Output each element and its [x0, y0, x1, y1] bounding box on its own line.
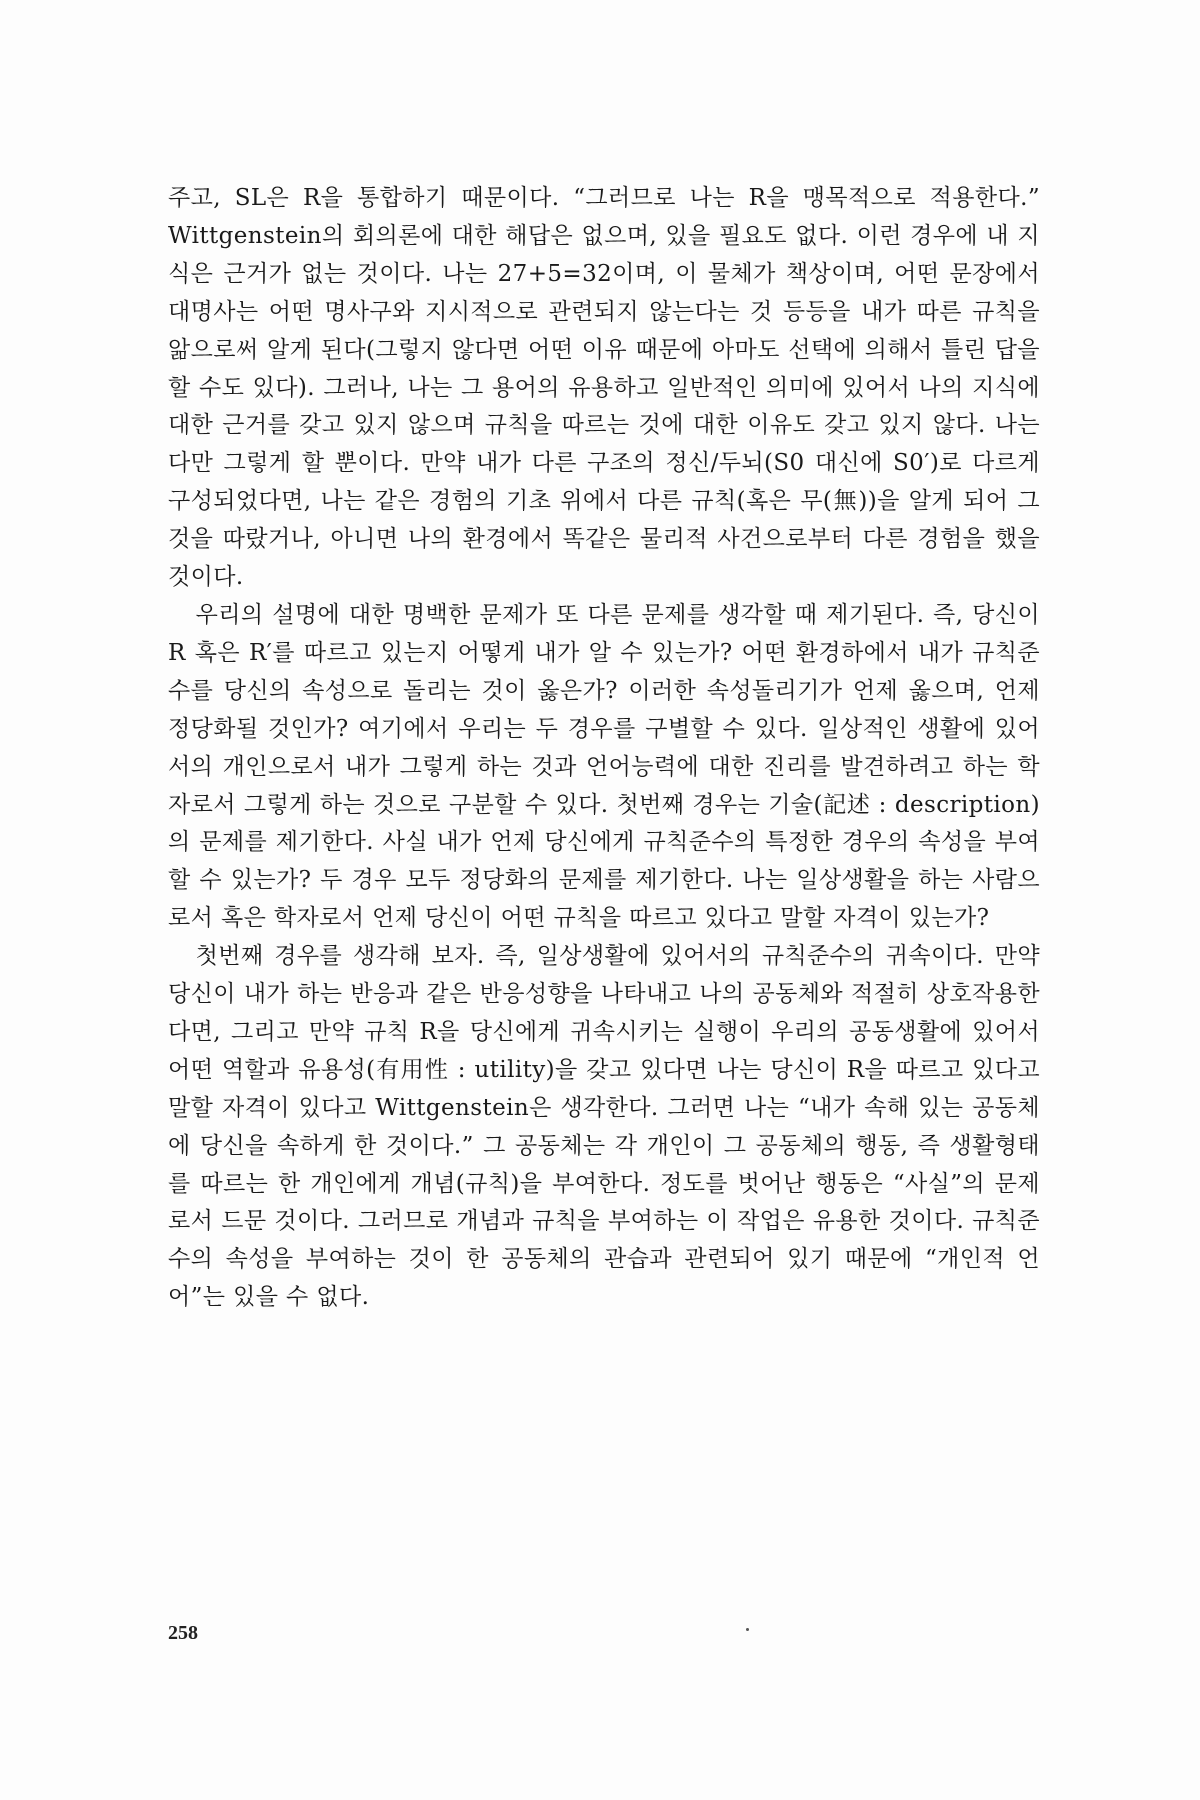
- scan-speck: [746, 1628, 749, 1631]
- paragraph-3: 첫번째 경우를 생각해 보자. 즉, 일상생활에 있어서의 규칙준수의 귀속이다. 만약 당신이 내가 하는 반응과 같은 반응성향을 나타내고 나의 공동체와 적절히 상호작용한다면, 그리고 만약 규칙 R을 당신에게 귀속시키는 실행이 우리의 공동생활에 있어서 어떤 역할과 유용성(有用性 : utility)을 갖고 있다면 나는 당신이 R을 따르고 있다고 말할 자격이 있다고 Wittgenstein은 생각한다. 그러면 나는 “내가 속해 있는 공동체에 당신을 속하게 한 것이다.” 그 공동체는 각 개인이 그 공동체의 행동, 즉 생활형태를 따르는 한 개인에게 개념(규칙)을 부여한다. 정도를 벗어난 행동은 “사실”의 문제로서 드문 것이다. 그러므로 개념과 규칙을 부여하는 이 작업은 유용한 것이다. 규칙준수의 속성을 부여하는 것이 한 공동체의 관습과 관련되어 있기 때문에 “개인적 언어”는 있을 수 없다.: [168, 943, 1040, 1311]
- body-text: [168, 180, 1040, 1317]
- page-number: 258: [168, 1622, 198, 1644]
- paragraph-1: 주고, SL은 R을 통합하기 때문이다. “그러므로 나는 R을 맹목적으로 적용한다.” Wittgenstein의 회의론에 대한 해답은 없으며, 있을 필요도 없다. 이런 경우에 내 지식은 근거가 없는 것이다. 나는 27+5=32이며, 이 물체가 책상이며, 어떤 문장에서 대명사는 어떤 명사구와 지시적으로 관련되지 않는다는 것 등등을 내가 따른 규칙을 앎으로써 알게 된다(그렇지 않다면 어떤 이유 때문에 아마도 선택에 의해서 틀린 답을 할 수도 있다). 그러나, 나는 그 용어의 유용하고 일반적인 의미에 있어서 나의 지식에 대한 근거를 갖고 있지 않으며 규칙을 따르는 것에 대한 이유도 갖고 있지 않다. 나는 다만 그렇게 할 뿐이다. 만약 내가 다른 구조의 정신/두뇌(S0 대신에 S0′)로 다르게 구성되었다면, 나는 같은 경험의 기초 위에서 다른 규칙(혹은 무(無))을 알게 되어 그것을 따랐거나, 아니면 나의 환경에서 똑같은 물리적 사건으로부터 다른 경험을 했을 것이다.: [168, 185, 1040, 591]
- paragraph-2: 우리의 설명에 대한 명백한 문제가 또 다른 문제를 생각할 때 제기된다. 즉, 당신이 R 혹은 R′를 따르고 있는지 어떻게 내가 알 수 있는가? 어떤 환경하에서 내가 규칙준수를 당신의 속성으로 돌리는 것이 옳은가? 이러한 속성돌리기가 언제 옳으며, 언제 정당화될 것인가? 여기에서 우리는 두 경우를 구별할 수 있다. 일상적인 생활에 있어서의 개인으로서 내가 그렇게 하는 것과 언어능력에 대한 진리를 발견하려고 하는 학자로서 그렇게 하는 것으로 구분할 수 있다. 첫번째 경우는 기술(記述 : description)의 문제를 제기한다. 사실 내가 언제 당신에게 규칙준수의 특정한 경우의 속성을 부여할 수 있는가? 두 경우 모두 정당화의 문제를 제기한다. 나는 일상생활을 하는 사람으로서 혹은 학자로서 언제 당신이 어떤 규칙을 따르고 있다고 말할 자격이 있는가?: [168, 601, 1040, 932]
